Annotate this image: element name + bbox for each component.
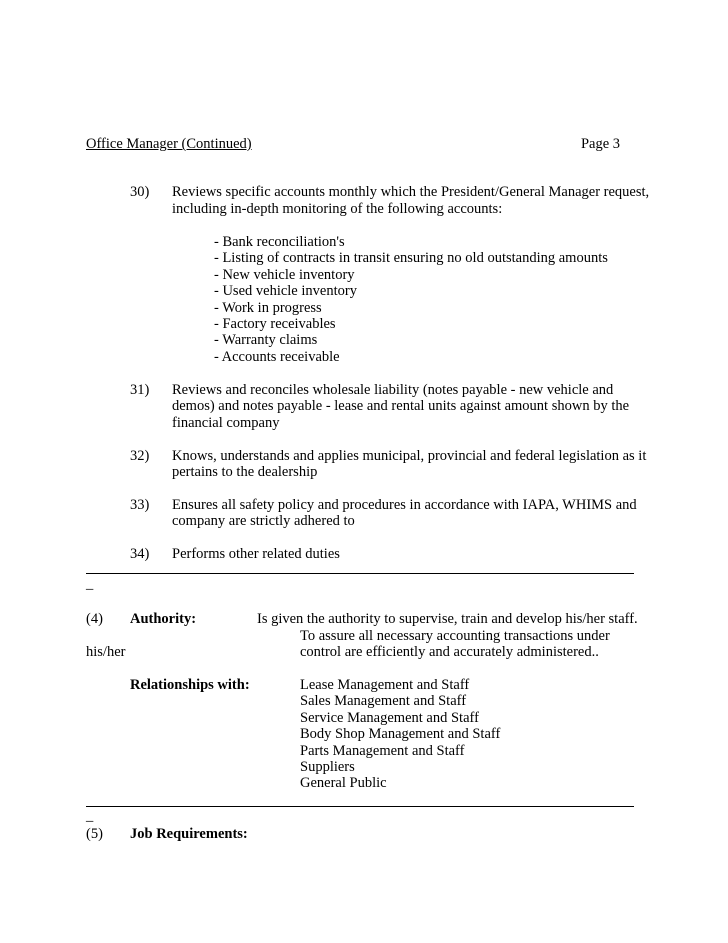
item-32-line-1: Knows, understands and applies municipal, provincial and federal legislation as it xyxy=(172,448,647,464)
section-separator-1 xyxy=(86,573,634,574)
subitem-warranty-claims: - Warranty claims xyxy=(214,332,318,348)
subitem-factory-receivables: - Factory receivables xyxy=(214,316,336,332)
authority-line-3: control are efficiently and accurately administered.. xyxy=(300,644,599,660)
relationship-suppliers: Suppliers xyxy=(300,759,355,775)
item-30-line-2: including in-depth monitoring of the following accounts: xyxy=(172,201,503,217)
subitem-new-vehicle-inventory: - New vehicle inventory xyxy=(214,267,355,283)
relationship-general-public: General Public xyxy=(300,775,387,791)
subitem-work-in-progress: - Work in progress xyxy=(214,300,322,316)
item-number-30: 30) xyxy=(130,184,150,200)
item-33-line-2: company are strictly adhered to xyxy=(172,513,355,529)
authority-line-1: Is given the authority to supervise, train and develop his/her staff. xyxy=(257,611,638,627)
separator-2-tail: _ xyxy=(86,808,94,824)
subitem-bank-reconciliation: - Bank reconciliation's xyxy=(214,234,345,250)
relationship-body-shop: Body Shop Management and Staff xyxy=(300,726,501,742)
item-31-line-2: demos) and notes payable - lease and rental units against amount shown by the xyxy=(172,398,630,414)
header-title: Office Manager (Continued) xyxy=(86,136,252,152)
relationship-lease: Lease Management and Staff xyxy=(300,677,470,693)
relationship-service: Service Management and Staff xyxy=(300,710,479,726)
relationships-label: Relationships with: xyxy=(130,677,250,693)
authority-label: Authority: xyxy=(130,611,197,627)
header-page-number: Page 3 xyxy=(580,136,620,152)
job-requirements-label: Job Requirements: xyxy=(130,826,248,842)
section-number-4: (4) xyxy=(86,611,103,627)
item-number-34: 34) xyxy=(130,546,150,562)
subitem-accounts-receivable: - Accounts receivable xyxy=(214,349,340,365)
item-31-line-1: Reviews and reconciles wholesale liability (notes payable - new vehicle and xyxy=(172,382,614,398)
authority-line-3-left: his/her xyxy=(86,644,126,660)
subitem-contracts-in-transit: - Listing of contracts in transit ensuring no old outstanding amounts xyxy=(214,250,608,266)
item-33-line-1: Ensures all safety policy and procedures in accordance with IAPA, WHIMS and xyxy=(172,497,637,513)
item-32-line-2: pertains to the dealership xyxy=(172,464,318,480)
subitem-used-vehicle-inventory: - Used vehicle inventory xyxy=(214,283,357,299)
separator-1-tail: _ xyxy=(86,576,94,592)
section-separator-2 xyxy=(86,806,634,807)
item-30-line-1: Reviews specific accounts monthly which the President/General Manager request, xyxy=(172,184,650,200)
relationship-parts: Parts Management and Staff xyxy=(300,743,465,759)
authority-line-2: To assure all necessary accounting transactions under xyxy=(300,628,610,644)
relationship-sales: Sales Management and Staff xyxy=(300,693,467,709)
item-31-line-3: financial company xyxy=(172,415,280,431)
item-number-31: 31) xyxy=(130,382,150,398)
item-number-32: 32) xyxy=(130,448,150,464)
item-number-33: 33) xyxy=(130,497,150,513)
section-number-5: (5) xyxy=(86,826,103,842)
page-header xyxy=(86,136,620,152)
item-34-line-1: Performs other related duties xyxy=(172,546,340,562)
